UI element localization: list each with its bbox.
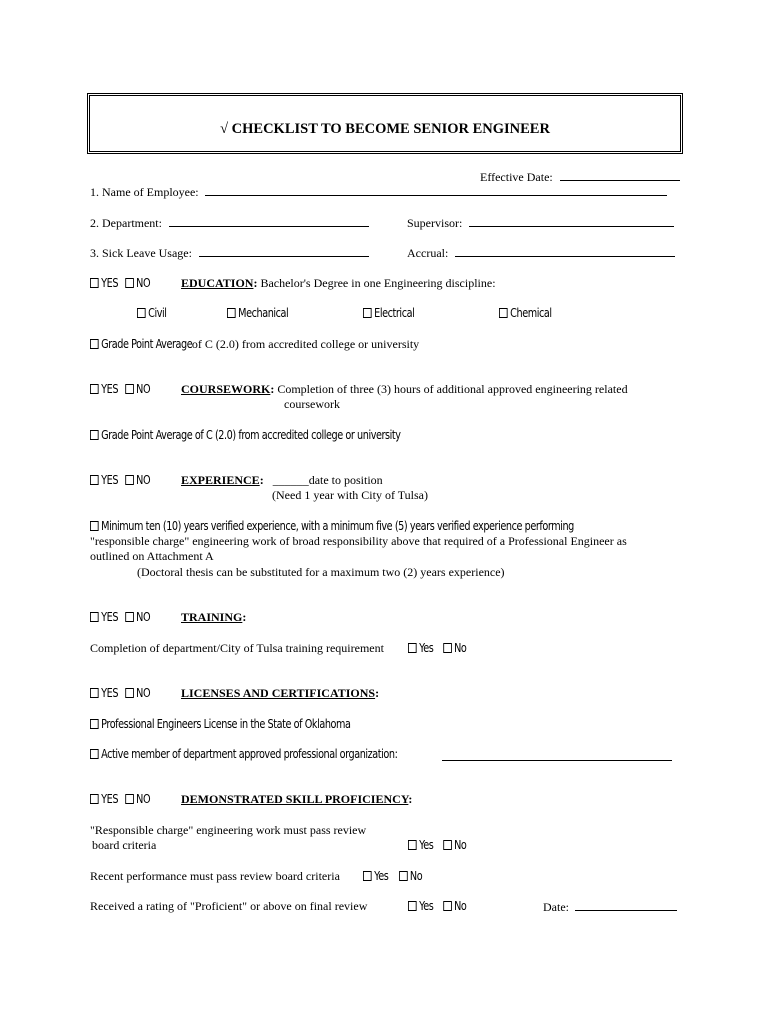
skill-item1-yes-checkbox[interactable] <box>408 840 417 850</box>
membership-field[interactable] <box>442 750 672 761</box>
discipline-civil <box>137 307 167 320</box>
discipline-electrical <box>363 307 414 320</box>
experience-line2: "responsible charge" engineering work of broad responsibility above that required of a Professional Engineer as <box>90 534 627 548</box>
experience-no-checkbox[interactable] <box>125 475 134 485</box>
experience-line1: Minimum ten (10) years verified experience, with a minimum five (5) years verified experience performing <box>101 518 574 533</box>
mechanical-label: Mechanical <box>238 305 289 320</box>
pe-license-label: Professional Engineers License in the State of Oklahoma <box>101 716 351 731</box>
no-label: NO <box>136 791 151 806</box>
training-heading-row: TRAINING: <box>181 610 247 624</box>
skill-no-checkbox[interactable] <box>125 794 134 804</box>
education-gpa-row <box>90 338 419 351</box>
employee-name-field[interactable] <box>205 185 667 196</box>
licenses-yes-no <box>90 687 150 700</box>
chemical-label: Chemical <box>510 305 552 320</box>
coursework-heading: COURSEWORK <box>181 382 271 396</box>
electrical-label: Electrical <box>374 305 415 320</box>
training-answer-no-checkbox[interactable] <box>443 643 452 653</box>
yes-label: Yes <box>419 640 434 655</box>
accrual-label: Accrual: <box>407 246 449 260</box>
yes-label: Yes <box>419 837 434 852</box>
training-answer-yes-checkbox[interactable] <box>408 643 417 653</box>
skill-date-label: Date: <box>543 900 569 914</box>
civil-checkbox[interactable] <box>137 308 146 318</box>
skill-item2: Recent performance must pass review board criteria <box>90 869 340 883</box>
experience-heading-row: EXPERIENCE: ______date to position <box>181 473 383 487</box>
department-label: 2. Department: <box>90 216 162 230</box>
mechanical-checkbox[interactable] <box>227 308 236 318</box>
accrual-row <box>407 246 675 259</box>
yes-label: YES <box>101 472 119 487</box>
effective-date-row <box>480 170 680 183</box>
supervisor-row <box>407 216 674 229</box>
no-label: No <box>454 640 467 655</box>
skill-date-field[interactable] <box>575 900 677 911</box>
coursework-text-line2: coursework <box>284 397 340 411</box>
effective-date-field[interactable] <box>560 170 680 181</box>
education-gpa-text: of C (2.0) from accredited college or university <box>191 337 420 351</box>
sick-leave-row <box>90 246 369 259</box>
yes-label: YES <box>101 381 119 396</box>
training-yes-checkbox[interactable] <box>90 612 99 622</box>
accrual-field[interactable] <box>455 246 675 257</box>
membership-row <box>90 748 447 761</box>
skill-item3-yes-checkbox[interactable] <box>408 901 417 911</box>
supervisor-label: Supervisor: <box>407 216 463 230</box>
education-gpa-checkbox[interactable] <box>90 339 99 349</box>
yes-label: YES <box>101 275 119 290</box>
sick-leave-label: 3. Sick Leave Usage: <box>90 246 192 260</box>
training-no-checkbox[interactable] <box>125 612 134 622</box>
pe-license-row <box>90 718 351 731</box>
experience-minimum-checkbox[interactable] <box>90 521 99 531</box>
skill-item2-no-checkbox[interactable] <box>399 871 408 881</box>
discipline-mechanical <box>227 307 288 320</box>
no-label: NO <box>136 609 151 624</box>
licenses-yes-checkbox[interactable] <box>90 688 99 698</box>
membership-label: Active member of department approved professional organization: <box>101 746 398 761</box>
title-box <box>87 93 683 154</box>
yes-label: YES <box>101 791 119 806</box>
skill-yes-no <box>90 793 150 806</box>
coursework-yes-no <box>90 383 150 396</box>
no-label: NO <box>136 381 151 396</box>
coursework-no-checkbox[interactable] <box>125 384 134 394</box>
department-row <box>90 216 369 229</box>
skill-item3: Received a rating of "Proficient" or above on final review <box>90 899 368 913</box>
skill-heading-row: DEMONSTRATED SKILL PROFICIENCY: <box>181 792 413 806</box>
training-heading: TRAINING <box>181 610 243 624</box>
supervisor-field[interactable] <box>469 216 674 227</box>
yes-label: Yes <box>419 898 434 913</box>
licenses-heading-row: LICENSES AND CERTIFICATIONS: <box>181 686 380 700</box>
education-text: Bachelor's Degree in one Engineering discipline: <box>260 276 496 290</box>
education-no-checkbox[interactable] <box>125 278 134 288</box>
discipline-chemical <box>499 307 552 320</box>
pe-license-checkbox[interactable] <box>90 719 99 729</box>
coursework-yes-checkbox[interactable] <box>90 384 99 394</box>
yes-label: Yes <box>374 868 389 883</box>
education-heading: EDUCATION <box>181 276 254 290</box>
experience-line4: (Doctoral thesis can be substituted for a maximum two (2) years experience) <box>137 565 505 579</box>
experience-line3: outlined on Attachment A <box>90 549 214 563</box>
effective-date-label: Effective Date: <box>480 170 553 184</box>
education-gpa-label: Grade Point Average <box>101 336 193 351</box>
skill-item1-line1: "Responsible charge" engineering work must pass review <box>90 823 367 837</box>
experience-yes-checkbox[interactable] <box>90 475 99 485</box>
education-gpa-group <box>90 338 192 351</box>
skill-item1-answer <box>408 839 466 852</box>
experience-date-text: ______date to position <box>272 473 383 487</box>
experience-minimum-row <box>90 520 574 533</box>
coursework-heading-row: COURSEWORK: Completion of three (3) hours of additional approved engineering related <box>181 382 628 396</box>
skill-item3-answer <box>408 900 466 913</box>
education-yes-no <box>90 277 150 290</box>
coursework-gpa-checkbox[interactable] <box>90 430 99 440</box>
skill-date-row <box>543 900 677 913</box>
membership-group <box>90 748 397 761</box>
training-answer <box>408 642 466 655</box>
licenses-no-checkbox[interactable] <box>125 688 134 698</box>
licenses-heading: LICENSES AND CERTIFICATIONS <box>181 686 376 700</box>
experience-note: (Need 1 year with City of Tulsa) <box>272 488 428 502</box>
no-label: NO <box>136 472 151 487</box>
skill-heading: DEMONSTRATED SKILL PROFICIENCY <box>181 792 409 806</box>
experience-yes-no <box>90 474 150 487</box>
skill-item1-line2: board criteria <box>92 838 157 852</box>
no-label: NO <box>136 275 151 290</box>
coursework-gpa-label: Grade Point Average of C (2.0) from accredited college or university <box>101 427 401 442</box>
electrical-checkbox[interactable] <box>363 308 372 318</box>
skill-yes-checkbox[interactable] <box>90 794 99 804</box>
experience-heading: EXPERIENCE <box>181 473 260 487</box>
yes-label: YES <box>101 609 119 624</box>
no-label: No <box>409 868 423 883</box>
training-requirement: Completion of department/City of Tulsa training requirement <box>90 641 384 655</box>
sick-leave-field[interactable] <box>199 246 369 257</box>
no-label: No <box>454 837 467 852</box>
page-title: √ CHECKLIST TO BECOME SENIOR ENGINEER <box>220 121 550 137</box>
education-heading-row: EDUCATION: Bachelor's Degree in one Engineering discipline: <box>181 276 496 290</box>
education-yes-checkbox[interactable] <box>90 278 99 288</box>
skill-item1-no-checkbox[interactable] <box>443 840 452 850</box>
chemical-checkbox[interactable] <box>499 308 508 318</box>
skill-item3-no-checkbox[interactable] <box>443 901 452 911</box>
department-field[interactable] <box>169 216 369 227</box>
coursework-text-line1: Completion of three (3) hours of additional approved engineering related <box>277 382 628 396</box>
employee-name-row <box>90 185 667 198</box>
coursework-gpa-row <box>90 429 401 442</box>
no-label: NO <box>136 685 151 700</box>
employee-name-label: 1. Name of Employee: <box>90 185 199 199</box>
no-label: No <box>454 898 467 913</box>
civil-label: Civil <box>148 305 167 320</box>
membership-checkbox[interactable] <box>90 749 99 759</box>
training-yes-no <box>90 611 150 624</box>
skill-item2-answer <box>363 870 422 883</box>
skill-item2-yes-checkbox[interactable] <box>363 871 372 881</box>
yes-label: YES <box>101 685 119 700</box>
